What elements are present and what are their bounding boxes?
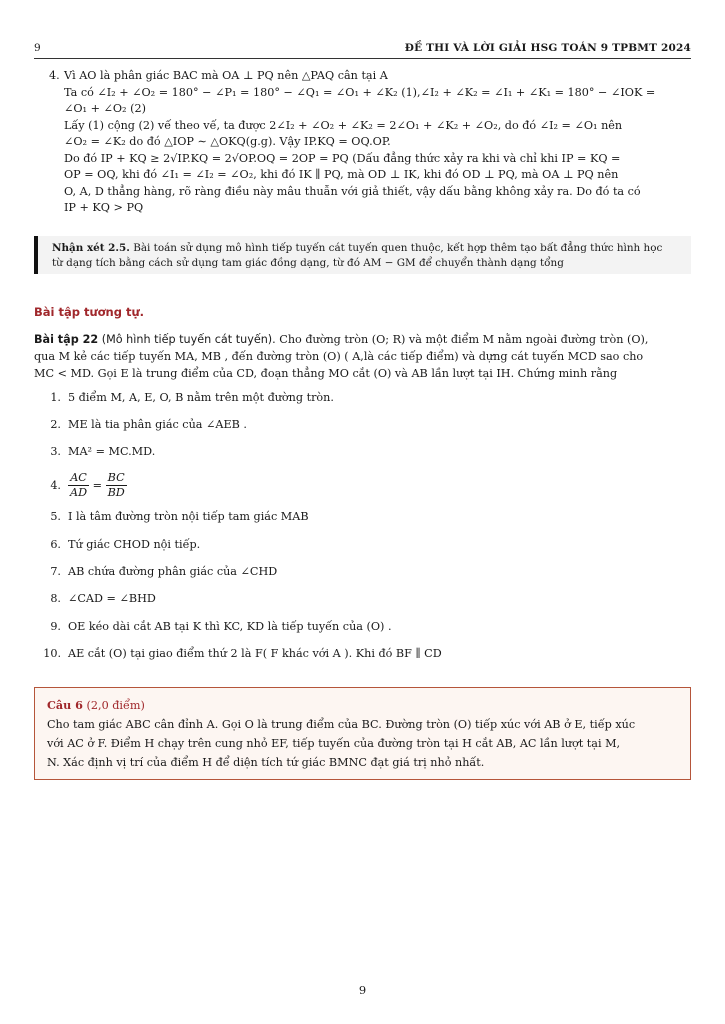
- list-item: [34, 592, 691, 610]
- header-title: ĐỀ THI VÀ LỜI GIẢI HSG TOÁN 9 TPBMT 2024: [404, 42, 691, 54]
- solution-line: IP + KQ > PQ: [64, 201, 144, 214]
- item-text: AE cắt (O) tại giao điểm thứ 2 là F( F khác với A ). Khi đó BF ∥ CD: [68, 647, 442, 660]
- section-title: Bài tập tương tự.: [34, 305, 145, 319]
- footer-page-number: 9: [358, 983, 367, 997]
- fraction-ac-ad: [68, 471, 89, 500]
- item-number: 4.: [50, 479, 61, 492]
- exercise-subtitle: (Mô hình tiếp tuyến cát tuyến).: [101, 333, 276, 346]
- problem-text: với AC ở F. Điểm H chạy trên cung nhỏ EF, tiếp tuyến của đường tròn tại H cắt AB, AC lần lượt tại M,: [47, 737, 621, 750]
- problem-6-box: [34, 687, 691, 780]
- item-number: 8.: [50, 592, 61, 605]
- fraction-numerator: AC: [68, 471, 89, 486]
- list-item: [34, 565, 691, 583]
- solution-line: Vì AO là phân giác BAC mà OA ⊥ PQ nên △PAQ cân tại A: [64, 69, 388, 82]
- item-number: 6.: [50, 538, 61, 551]
- list-item: [34, 391, 691, 409]
- fraction-bc-bd: [106, 471, 127, 500]
- item-text: MA² = MC.MD.: [68, 445, 156, 458]
- solution-line: OP = OQ, khi đó ∠I₁ = ∠I₂ = ∠O₂, khi đó IK ∥ PQ, mà OD ⊥ IK, khi đó OD ⊥ PQ, mà OA ⊥ PQ nên: [64, 168, 619, 181]
- item-number: 9.: [50, 620, 61, 633]
- item-number: 2.: [50, 418, 61, 431]
- item-number: 5.: [50, 510, 61, 523]
- item-number: 3.: [50, 445, 61, 458]
- solution-item-4: [34, 68, 691, 217]
- exercise-text: MC < MD. Gọi E là trung điểm của CD, đoạn thẳng MO cắt (O) và AB lần lượt tại IH. Chứng minh rằng: [34, 367, 618, 380]
- remark-text: từ dạng tích bằng cách sử dụng tam giác đồng dạng, từ đó AM − GM để chuyển thành dạng tổng: [52, 257, 564, 269]
- fraction-denominator: AD: [70, 486, 88, 499]
- remark-box: [34, 236, 691, 274]
- solution-line: Lấy (1) cộng (2) vế theo vế, ta được 2∠I₂ + ∠O₂ + ∠K₂ = 2∠O₁ + ∠K₂ + ∠O₂, do đó ∠I₂ = ∠O₁ nên: [64, 118, 623, 132]
- solution-line: ∠O₂ = ∠K₂ do đó △IOP ∼ △OKQ(g.g). Vậy IP.KQ = OQ.OP.: [64, 135, 391, 148]
- solution-line: Do đó IP + KQ ≥ 2√IP.KQ = 2√OP.OQ = 2OP = PQ (Dấu đẳng thức xảy ra khi và chỉ khi IP = KQ =: [64, 151, 621, 165]
- list-item: [34, 471, 691, 505]
- fraction-denominator: BD: [107, 486, 125, 499]
- solution-section: [34, 68, 691, 217]
- list-item: [34, 647, 691, 665]
- item-text: 5 điểm M, A, E, O, B nằm trên một đường tròn.: [68, 391, 334, 404]
- item-text: ME là tia phân giác của ∠AEB .: [68, 418, 247, 431]
- solution-line: Ta có ∠I₂ + ∠O₂ = 180° − ∠P₁ = 180° − ∠Q₁ = ∠O₁ + ∠K₂ (1),∠I₂ + ∠K₂ = ∠I₁ + ∠K₁ = 180° − ∠IOK =: [64, 85, 656, 99]
- exercise-label: Bài tập 22: [34, 333, 99, 346]
- solution-line: ∠O₁ + ∠O₂ (2): [64, 102, 146, 115]
- list-item: [34, 445, 691, 463]
- item-text: AB chứa đường phân giác của ∠CHD: [68, 565, 278, 578]
- problem-text: Cho tam giác ABC cân đỉnh A. Gọi O là trung điểm của BC. Đường tròn (O) tiếp xúc với AB ở E, tiếp xúc: [47, 718, 636, 731]
- list-item: [34, 620, 691, 638]
- list-item: [34, 418, 691, 436]
- equals-sign: =: [92, 479, 102, 492]
- exercise-statement: [34, 331, 691, 382]
- item-text: OE kéo dài cắt AB tại K thì KC, KD là tiếp tuyến của (O) .: [68, 620, 392, 633]
- page-header: [34, 40, 691, 59]
- item-formula: [68, 471, 127, 500]
- solution-line: O, A, D thẳng hàng, rõ ràng điều này mâu thuẫn với giả thiết, vậy dấu bằng không xảy ra. Do đó ta có: [64, 184, 641, 198]
- exercise-text: qua M kẻ các tiếp tuyến MA, MB , đến đường tròn (O) ( A,là các tiếp điểm) và dựng cát tuyến MCD sao cho: [34, 350, 644, 363]
- item-number: 7.: [50, 565, 61, 578]
- problem-text: N. Xác định vị trí của điểm H để diện tích tứ giác BMNC đạt giá trị nhỏ nhất.: [47, 756, 485, 769]
- item-text: Tứ giác CHOD nội tiếp.: [68, 538, 201, 551]
- remark-text: Bài toán sử dụng mô hình tiếp tuyến cát tuyến quen thuộc, kết hợp thêm tạo bất đẳng thức hình học: [133, 242, 663, 254]
- remark-label: Nhận xét 2.5.: [52, 242, 130, 254]
- exercise-text: Cho đường tròn (O; R) và một điểm M nằm ngoài đường tròn (O),: [279, 333, 649, 346]
- item-number: 10.: [43, 647, 61, 660]
- problem-points: (2,0 điểm): [86, 699, 145, 712]
- item-text: I là tâm đường tròn nội tiếp tam giác MAB: [68, 510, 309, 523]
- item-number: 1.: [50, 391, 61, 404]
- list-item: [34, 510, 691, 528]
- item-number: 4.: [49, 69, 60, 82]
- list-item: [34, 538, 691, 556]
- problem-label: Câu 6: [47, 698, 83, 712]
- item-text: ∠CAD = ∠BHD: [68, 592, 156, 605]
- fraction-numerator: BC: [106, 471, 127, 486]
- header-page-number: 9: [34, 42, 41, 54]
